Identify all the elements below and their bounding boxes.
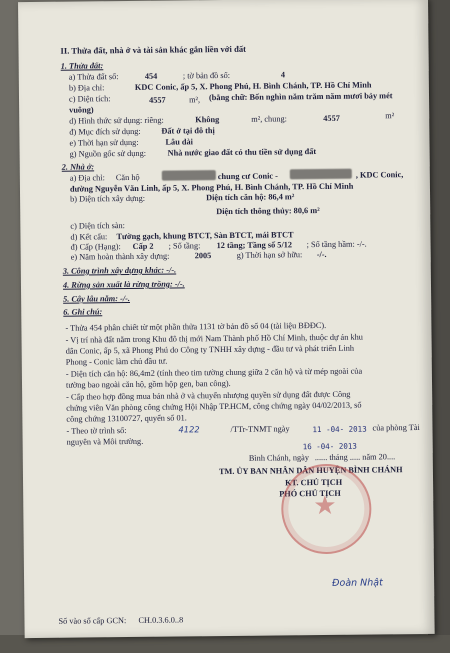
registry-number: CH.0.3.6.0..8 <box>138 615 184 625</box>
build-area-label: b) Diện tích xây dựng: <box>70 193 146 204</box>
note-5-date-stamp: 11 -04- 2013 <box>312 424 367 435</box>
notes-heading: 6. Ghi chú: <box>63 307 103 317</box>
parcel-number-label: a) Thửa đất số: <box>68 72 119 82</box>
note-5-middle: /TTr-TNMT ngày <box>230 424 290 434</box>
grade-label: đ) Cấp (Hạng): <box>70 242 121 252</box>
use-form-unit: m² <box>385 111 395 121</box>
use-form-shared-label: m², chung: <box>251 114 287 124</box>
use-origin-value: Nhà nước giao đất có thu tiền sử dụng đất <box>167 147 317 158</box>
house-address-label: a) Địa chỉ: <box>69 173 105 183</box>
land-area-value: 4557 <box>148 95 166 105</box>
note-2-line1: - Vị trí nhà đất nằm trong Khu đô thị mới Nam Thành phố Hồ Chí Minh, thuộc dự án khu <box>65 332 363 345</box>
registry-label: Số vào sổ cấp GCN: <box>58 616 127 626</box>
completion-year-value: 2005 <box>194 251 212 261</box>
use-form-shared-value: 4557 <box>323 113 340 123</box>
ownership-term-value: -/-. <box>316 249 327 260</box>
signer-role-2: PHÓ CHỦ TỊCH <box>279 488 341 499</box>
note-5-handwritten-number: 4122 <box>178 424 200 435</box>
note-5-line2: nguyên và Môi trường. <box>66 436 144 447</box>
note-2-line2: dân Conic, ấp 5, xã Phong Phú do Công ty TNHH xây dựng - đầu tư và phát triển Linh <box>65 343 355 356</box>
map-sheet-value: 4 <box>280 70 285 80</box>
clear-floor-area: Diện tích thông thủy: 80,6 m² <box>216 205 320 217</box>
map-sheet-label: ; tờ bản đồ số: <box>182 70 231 81</box>
other-construction: 3. Công trình xây dựng khác: -/-. <box>62 265 177 276</box>
redacted-apartment-number <box>162 170 216 181</box>
signing-place: Bình Chánh, ngày <box>248 453 310 463</box>
authority-name: TM. ỦY BAN NHÂN DÂN HUYỆN BÌNH CHÁNH <box>218 465 403 477</box>
note-4-line1: - Cấp theo hợp đồng mua bán nhà ở và chuyển nhượng quyền sử dụng đất được Công <box>66 389 351 402</box>
signing-month-year: ...... tháng ..... năm 20.... <box>314 452 396 463</box>
land-address-label: b) Địa chỉ: <box>68 83 105 93</box>
house-address-line2: đường Nguyễn Văn Linh, ấp 5, X. Phong Phú, H. Bình Chánh, TP. Hồ Chí Minh <box>69 181 354 194</box>
floors-label: ; Số tầng: <box>168 241 201 251</box>
floor-area-label: c) Diện tích sàn: <box>70 221 126 231</box>
use-form-private-value: Không <box>195 115 220 125</box>
land-address-value: KDC Conic, ấp 5, X. Phong Phú, H. Bình Chánh, TP. Hồ Chí Minh <box>134 80 372 92</box>
parcel-number-value: 454 <box>144 71 158 81</box>
land-area-label: c) Diện tích: <box>68 94 111 104</box>
redacted-block-name <box>290 169 352 180</box>
house-heading: 2. Nhà ở: <box>61 162 95 172</box>
land-area-words: (bằng chữ: Bốn nghìn năm trăm năm mươi bảy mét <box>208 91 393 103</box>
use-term-label: e) Thời hạn sử dụng: <box>69 137 139 148</box>
basement-value: ; Số tầng hầm: -/-. <box>306 239 367 250</box>
house-address-part2: chung cư Conic - <box>217 171 278 182</box>
completion-year-label: e) Năm hoàn thành xây dựng: <box>70 251 170 262</box>
grade-value: Cấp 2 <box>132 241 154 251</box>
house-address-part1: Căn hộ <box>115 172 140 183</box>
note-2-line3: Phong - Conic làm chủ đầu tư. <box>65 356 168 367</box>
structure-label: d) Kết cấu: <box>70 232 108 242</box>
use-origin-label: g) Nguồn gốc sử dụng: <box>69 148 147 159</box>
signing-date-stamp: 16 -04- 2013 <box>302 441 357 452</box>
house-address-part3: , KDC Conic, <box>355 170 404 180</box>
note-4-line2: chứng viên Văn phòng công chứng Hội Nhập TP.HCM, công chứng ngày 04/02/2013, số <box>66 400 362 413</box>
section-title: II. Thửa đất, nhà ở và tài sản khác gắn liền với đất <box>60 43 247 56</box>
structure-value: Tường gạch, khung BTCT, Sàn BTCT, mái BTCT <box>116 230 294 242</box>
apartment-area: Diện tích căn hộ: 86,4 m² <box>206 192 295 203</box>
note-3-line1: - Diện tích căn hộ: 86,4m2 (tính theo tim tường chung giữa 2 căn hộ và từ mép ngoài của <box>65 366 363 379</box>
certificate-page <box>18 0 435 638</box>
land-area-words-cont: vuông) <box>69 105 94 115</box>
note-1: - Thửa 454 phân chiết từ một phần thửa 1131 tờ bản đồ số 04 (tài liệu BĐĐC). <box>65 320 327 333</box>
floors-value: 12 tầng; Tầng số 5/12 <box>216 240 293 251</box>
perennial-trees: 5. Cây lâu năm: -/-. <box>63 293 131 304</box>
note-5-tail: của phòng Tài <box>372 422 420 433</box>
use-purpose-value: Đất ở tại đô thị <box>161 126 215 136</box>
land-area-unit: m², <box>188 95 201 105</box>
note-3-line2: tường bao ngoài căn hộ, gồm hộp gen, ban công). <box>65 378 231 390</box>
use-purpose-label: đ) Mục đích sử dụng: <box>69 126 141 137</box>
official-seal <box>281 463 372 554</box>
land-heading: 1. Thửa đất: <box>60 61 104 71</box>
signer-role-1: KT. CHỦ TỊCH <box>285 477 343 488</box>
use-term-value: Lâu dài <box>165 137 193 147</box>
signer-name-signature: Đoàn Nhật <box>332 577 383 589</box>
note-4-line3: công chứng 13100727, quyển số 01. <box>66 413 187 424</box>
planted-forest: 4. Rừng sản xuất là rừng trồng: -/-. <box>62 279 185 290</box>
use-form-label: d) Hình thức sử dụng: riêng: <box>69 115 164 126</box>
ownership-term-label: g) Thời hạn sở hữu: <box>236 250 303 260</box>
background-edge-bottom <box>0 635 450 653</box>
note-5-label: - Theo tờ trình số: <box>66 426 127 436</box>
